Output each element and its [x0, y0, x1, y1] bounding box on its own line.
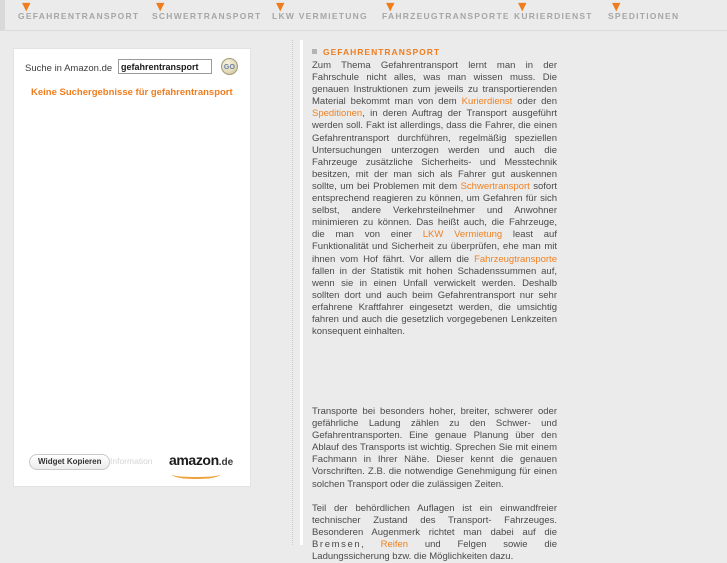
amazon-logo-word: amazon [169, 452, 219, 468]
no-results-message: Keine Suchergebnisse für gefahrentransport [31, 87, 233, 98]
text-run: Zum Thema Gefahrentransport lernt man in der Fahrschule nicht alles, was man wissen muss. Die genauen Instruktionen zum jeweils zu transportierenden Material bekommt man von dem [312, 60, 557, 108]
top-navigation-bar [0, 0, 727, 31]
nav-item-label: GEFAHRENTRANSPORT [18, 11, 140, 21]
search-input[interactable] [118, 59, 212, 74]
widget-footer [14, 452, 250, 476]
widget-search-row [25, 59, 240, 79]
nav-left-rule [0, 0, 5, 30]
nav-item-label: LKW VERMIETUNG [272, 11, 368, 21]
nav-item-gefahrentransport[interactable] [18, 0, 140, 27]
nav-item-label: SPEDITIONEN [608, 11, 680, 21]
nav-item-kurierdienst[interactable] [514, 0, 593, 27]
go-button[interactable]: GO [221, 58, 238, 75]
text-run: sofort entsprechend reagieren zu können, um Gefahren für sich selbst, andere Verkehrsteilnehmer und Anwohner minimieren zu können. Das heißt auch, die Fahrzeuge, die man von einer [312, 180, 557, 241]
nav-item-label: FAHRZEUGTRANSPORTE [382, 11, 510, 21]
page-title [312, 47, 440, 57]
emphasis-bremsen: Bremsen [312, 539, 362, 551]
nav-item-label: KURIERDIENST [514, 11, 593, 21]
nav-item-schwertransport[interactable] [152, 0, 262, 27]
chevron-down-icon: ▼ [518, 0, 527, 13]
column-divider [292, 40, 293, 545]
copy-widget-button[interactable]: Widget Kopieren [29, 454, 110, 470]
text-run: oder den [512, 96, 557, 108]
article-paragraph-2 [312, 406, 557, 563]
chevron-down-icon: ▼ [276, 0, 285, 13]
bullet-square-icon [312, 49, 317, 54]
text-run: und Felgen sowie die Ladungssicherung bzw. die Möglichkeiten dazu. [312, 539, 558, 563]
text-run: Transporte bei besonders hoher, breiter, schwerer oder gefährliche Ladung zählen zu den Schwer- und Gefahrentransporten. Eine genaue Planung über den Ablauf des Transports ist wichtig. Sprechen Sie mit einem Fachmann in Ihrer Nähe. Dieser kennt die genauen Vorschriften. Z.B. die notwendige Genehmigung für einen solchen Transport oder die zulässigen Zeiten. [312, 406, 557, 490]
link-fahrzeugtransporte[interactable]: Fahrzeugtransporte [474, 253, 557, 265]
link-schwertransport[interactable]: Schwertransport [460, 180, 530, 192]
amazon-logo[interactable] [169, 452, 235, 474]
chevron-down-icon: ▼ [612, 0, 621, 13]
page-title-text: GEFAHRENTRANSPORT [323, 47, 441, 57]
chevron-down-icon: ▼ [156, 0, 165, 13]
chevron-down-icon: ▼ [22, 0, 31, 13]
text-run: , in deren Auftrag der Transport ausgeführt werden soll. Fakt ist allerdings, dass die Fahrer, die einen Gefahrentransport durchführen, regelmäßig speziellen Untersuchungen unterzogen werden und auch die Fahrzeuge zusätzliche Sicherheits- und Messtechnik besitzen, mit der man sich als Fahrer gut auskennen sollte, um bei Problemen mit dem [312, 108, 557, 192]
link-kurierdienst[interactable]: Kurierdienst [461, 96, 513, 108]
chevron-down-icon: ▼ [386, 0, 395, 13]
text-run: , [361, 539, 381, 551]
link-speditionen[interactable]: Speditionen [312, 108, 363, 120]
nav-item-speditionen[interactable] [608, 0, 680, 27]
widget-search-label: Suche in Amazon.de [25, 63, 113, 74]
nav-item-label: SCHWERTRANSPORT [152, 11, 262, 21]
text-run: fallen in der Statistik mit hohen Schadenssummen auf, wenn sie in einen Unfall verwickelt werden. Deshalb sollten dort und auch beim Gefahrentransport nur sehr erfahrene Kraftfahrer eingesetzt werden, die umsichtig fahren und auch die gesetzlich vorgegebenen Lenkzeiten konsequent einhalten. [312, 265, 557, 338]
nav-item-lkw-vermietung[interactable] [272, 0, 368, 27]
article-content-panel [303, 40, 565, 563]
amazon-logo-tld: .de [218, 457, 234, 468]
amazon-search-widget [13, 48, 251, 487]
link-reifen[interactable]: Reifen [380, 539, 409, 551]
text-run: Teil der behördlichen Auflagen ist ein einwandfreier technischer Zustand des Transport- Fahrzeuges. Besonderen Augenmerk richtet man dabei auf die [312, 502, 557, 538]
article-paragraph-1 [312, 60, 557, 338]
nav-item-fahrzeugtransporte[interactable] [382, 0, 510, 27]
link-lkw-vermietung[interactable]: LKW Vermietung [422, 229, 503, 241]
text-run: least auf Funktionalität und Sicherheit zu überprüfen, ehe man mit ihnen vom Hof fährt. Vor allem die [312, 229, 557, 265]
amazon-smile-icon [172, 469, 220, 479]
information-link[interactable]: Information [110, 456, 153, 466]
